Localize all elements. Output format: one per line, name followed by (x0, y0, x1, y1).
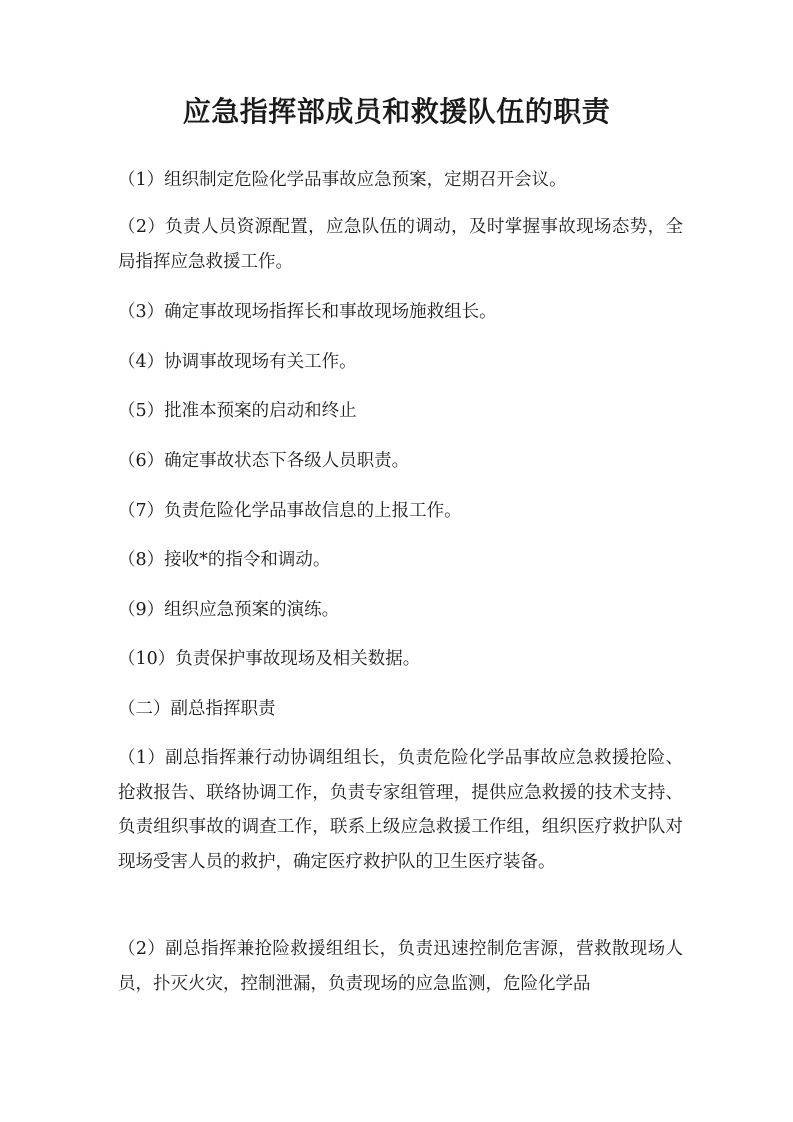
paragraph-4: （4）协调事故现场有关工作。 (118, 352, 357, 372)
paragraph-5: （5）批准本预案的启动和终止 (118, 401, 357, 421)
paragraph-6: （6）确定事故状态下各级人员职责。 (118, 451, 410, 471)
paragraph-1: （1）组织制定危险化学品事故应急预案，定期召开会议。 (118, 170, 567, 190)
document-title: 应急指挥部成员和救援队伍的职责 (182, 95, 611, 128)
paragraph-10: （10）负责保护事故现场及相关数据。 (118, 649, 421, 669)
paragraph-2: （2）负责人员资源配置，应急队伍的调动，及时掌握事故现场态势，全局指挥应急救援工作。 (118, 217, 683, 272)
paragraph-deputy-1: （1）副总指挥兼行动协调组组长，负责危险化学品事故应急救援抢险、抢救报告、联络协调工作，负责专家组管理，提供应急救援的技术支持、负责组织事故的调查工作，联系上级应急救援工作组，组织医疗救护队对现场受害人员的救护，确定医疗救护队的卫生医疗装备。 (118, 748, 683, 872)
section-heading-deputy: （二）副总指挥职责 (118, 699, 276, 719)
paragraph-9: （9）组织应急预案的演练。 (118, 600, 340, 620)
paragraph-8: （8）接收*的指令和调动。 (118, 550, 331, 570)
paragraph-7: （7）负责危险化学品事故信息的上报工作。 (118, 501, 462, 521)
paragraph-3: （3）确定事故现场指挥长和事故现场施救组长。 (118, 302, 497, 322)
paragraph-deputy-2: （2）副总指挥兼抢险救援组组长，负责迅速控制危害源，营救散现场人员，扑灭火灾，控制泄漏，负责现场的应急监测，危险化学品 (118, 939, 683, 994)
